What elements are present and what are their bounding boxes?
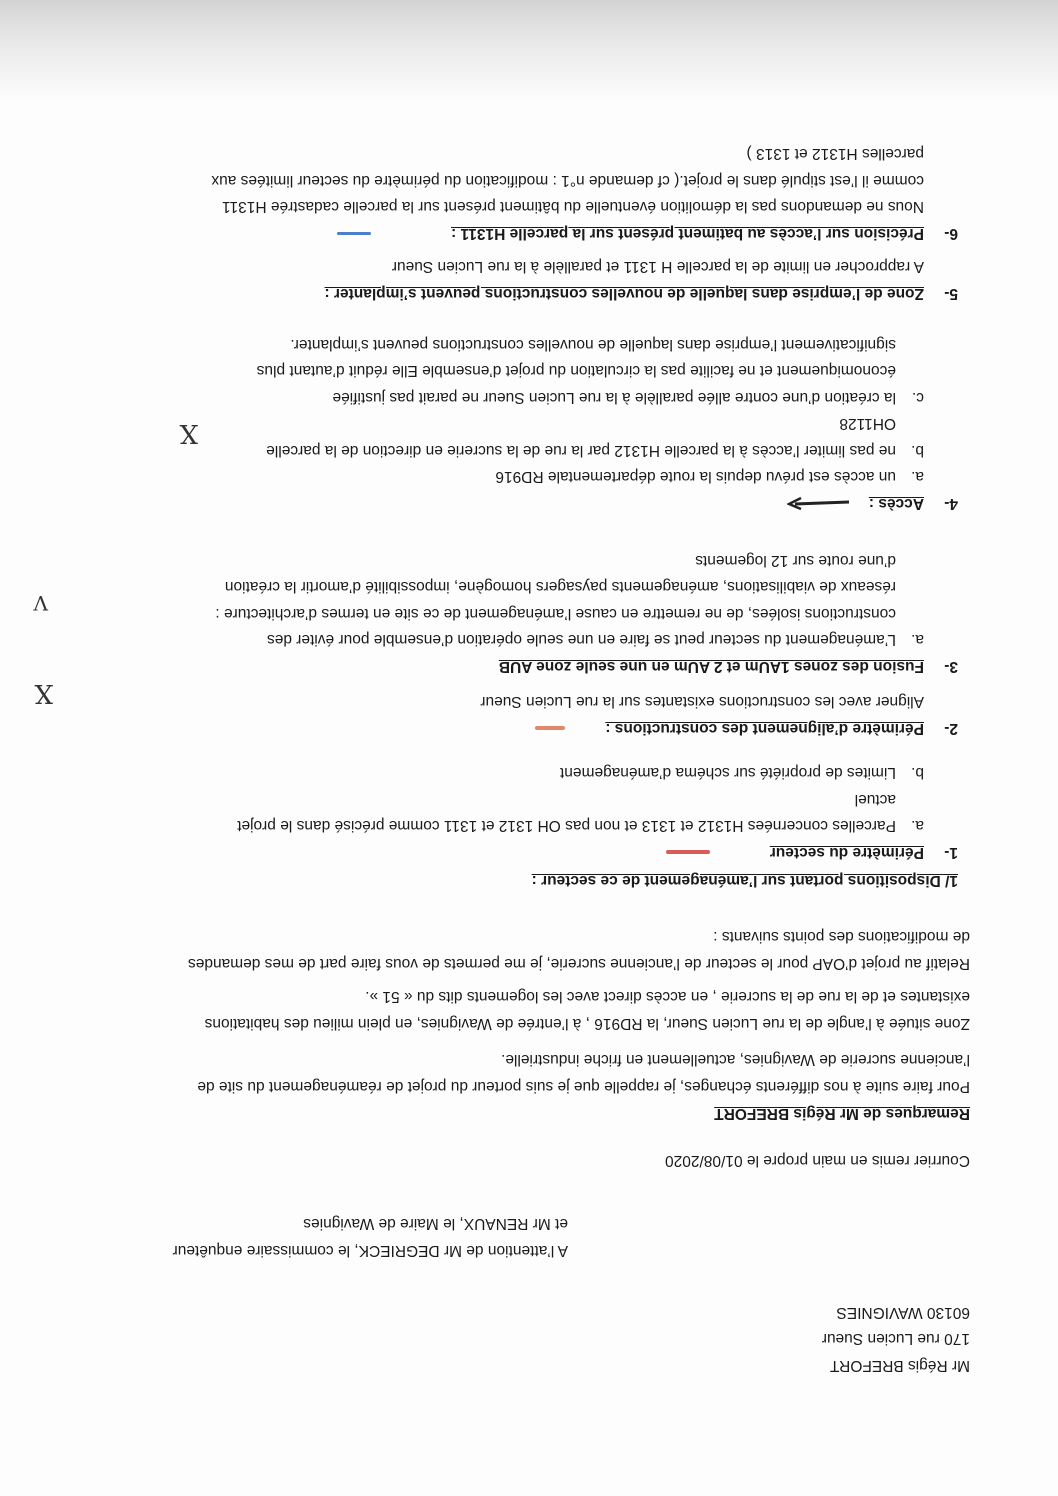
arrow-icon bbox=[787, 496, 851, 510]
intro-paragraph: Pour faire suite à nos différents échanges, je rappelle que je suis porteur du projet de réaménagement du site de l’ancienne sucrerie de Wavignies, actuellement en friche industrielle. bbox=[197, 1051, 970, 1095]
zone-paragraph: Zone située à l’angle de la rue Lucien Sueur, la RD916 , à l’entrée de Wavignies, en plein milieu des habitations existantes et de la rue de la sucrerie , en accès direct avec les logements dits du « 51 ». bbox=[204, 988, 970, 1032]
blue-marker-stroke bbox=[337, 232, 371, 235]
sender-block bbox=[0, 1299, 970, 1379]
item-2-title: Périmètre d’alignement des constructions : bbox=[605, 720, 924, 737]
recipient-block bbox=[28, 1210, 568, 1263]
item-4-title: Accès : bbox=[868, 495, 924, 512]
item-6-title: Précision sur l’accès au batiment présent sur la parcelle H1311 : bbox=[451, 225, 924, 242]
recipient-line-1: A l’attention de Mr DEGRIECK, le commissaire enquêteur bbox=[172, 1242, 568, 1259]
red-marker-stroke bbox=[666, 850, 710, 854]
sender-city: 60130 WAVIGNIES bbox=[836, 1304, 970, 1321]
sender-name: Mr Régis BREFORT bbox=[829, 1357, 970, 1374]
item-3: 3-Fusion des zones 1AUm et 2 AUm en une seule zone AUB a.L’aménagement du secteur peut se faire en une seule opération d’ensemble pour éviter des constructions isolées, de ne remettre en cause l’aménagement de ce site en termes d’architecture : réseaux de viabilisations, aménagements paysagers homogène, impossibilité d’amortir la création d’une route sur 12 logements bbox=[215, 552, 958, 675]
sender-street: 170 rue Lucien Sueur bbox=[821, 1330, 970, 1348]
remarks-title: Remarques de Mr Régis BREFORT bbox=[714, 1105, 970, 1122]
scan-shadow bbox=[0, 0, 1058, 101]
item-2: 2-Périmètre d’alignement des constructions : Aligner avec les constructions existantes sur la rue Lucien Sueur bbox=[480, 693, 958, 737]
item-5-title: Zone de l’emprise dans laquelle de nouvelles constructions peuvent s’implanter : bbox=[324, 285, 924, 302]
item-5: 5-Zone de l’emprise dans laquelle de nouvelles constructions peuvent s’implanter : A rapprocher en limite de la parcelle H 1311 et parallèle à la rue Lucien Sueur bbox=[324, 258, 958, 302]
recipient-line-2: et Mr RENAUX, le Maire de Wavignies bbox=[303, 1215, 568, 1233]
delivery-note: Courrier remis en main propre le 01/08/2020 bbox=[665, 1152, 970, 1169]
handwritten-cross-mark: X bbox=[34, 678, 53, 708]
handwritten-check-mark: V bbox=[33, 591, 48, 615]
item-3-title: Fusion des zones 1AUm et 2 AUm en une seule zone AUB bbox=[498, 658, 924, 675]
oap-paragraph: Relatif au projet d’OAP pour le secteur de l’ancienne sucrerie, je me permets de vous faire part de mes demandes de modifications des points suivants : bbox=[187, 928, 970, 972]
handwritten-cross-mark-2: X bbox=[179, 418, 198, 448]
item-4: 4-Accès : a.un accès est prévu depuis la route départementale RD916 b.ne pas limiter l’accès à la parcelle H1312 par la rue de la sucrerie en direction de la parcelle OH1128 c.la création d’une contre allée parallèle à la rue Lucien Sueur ne parait pas justifiée économiquement et ne facilite pas la circulation du projet d’ensemble Elle réduit d’autant plus significativement l’emprise dans laquelle de nouvelles constructions peuvent s’implanter. bbox=[256, 336, 958, 512]
orange-marker-stroke bbox=[535, 726, 565, 730]
item-1-title: Périmètre du secteur bbox=[769, 844, 924, 861]
item-1: 1-Périmètre du secteur a.Parcelles concernées H1312 et 1313 et non pas OH 1312 et 1311 comme précisé dans le projet actuel b.Limites de propriété sur schéma d’aménagement bbox=[237, 764, 958, 861]
section-1-title: 1/ Dispositions portant sur l’aménagement de ce secteur : bbox=[531, 872, 958, 889]
item-6: 6-Précision sur l’accès au batiment présent sur la parcelle H1311 : Nous ne demandons pas la démolition éventuelle du bâtiment présent sur la parcelle cadastrée H1311 comme il l’est stipulé dans le projet.( cf demande n°1 : modification du périmètre du secteur limitées aux parcelles H1312 et 1313 ) bbox=[211, 145, 958, 242]
